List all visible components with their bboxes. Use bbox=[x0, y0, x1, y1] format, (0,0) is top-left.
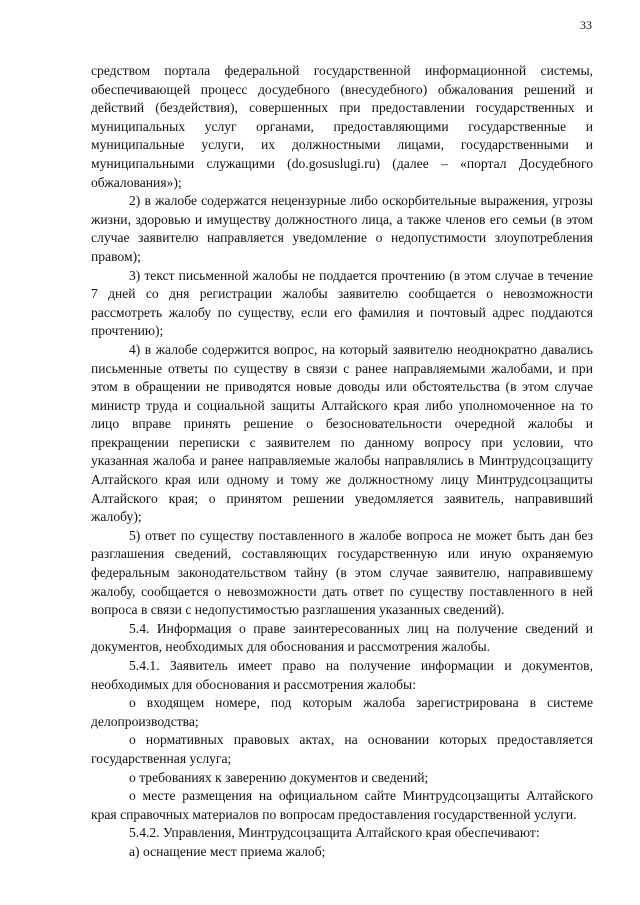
paragraph: о требованиях к заверению документов и сведений; bbox=[129, 769, 429, 785]
paragraph: 3) текст письменной жалобы не поддается прочтению (в этом случае в течение 7 дней со дня регистрации жалобы заявителю сообщается о невозможности рассмотреть жалобу по существу, если его фамилия и почтовый адрес поддаются прочтению); bbox=[91, 267, 593, 339]
paragraph: 5.4. Информация о праве заинтересованных лиц на получение сведений и документов, необходимых для обоснования и рассмотрения жалобы. bbox=[91, 620, 593, 655]
paragraph: о месте размещения на официальном сайте Минтрудсоцзащиты Алтайского края справочных материалов по вопросам предоставления государственной услуги. bbox=[91, 788, 593, 822]
paragraph: 5.4.1. Заявитель имеет право на получение информации и документов, необходимых для обоснования и рассмотрения жалобы: bbox=[91, 658, 593, 692]
paragraph: о нормативных правовых актах, на основании которых предоставляется государственная услуга; bbox=[91, 732, 593, 766]
paragraph: а) оснащение мест приема жалоб; bbox=[129, 843, 326, 859]
page-number: 33 bbox=[580, 18, 592, 32]
paragraph: о входящем номере, под которым жалоба зарегистрирована в системе делопроизводства; bbox=[91, 695, 593, 729]
document-body bbox=[91, 62, 593, 862]
paragraph: 5.4.2. Управления, Минтрудсоцзащита Алтайского края обеспечивают: bbox=[129, 825, 540, 841]
paragraph: 5) ответ по существу поставленного в жалобе вопроса не может быть дан без разглашения сведений, составляющих государственную или иную охраняемую федеральным законодательством тайну (в этом случае заявителю, направившему жалобу, сообщается о невозможности дать ответ по существу поставленного в ней вопроса в связи с недопустимостью разглашения указанных сведений). bbox=[91, 527, 593, 618]
paragraph: средством портала федеральной государственной информационной системы, обеспечивающей процесс досудебного (внесудебного) обжалования решений и действий (бездействия), совершенных при предоставлении государственных и муниципальных услуг органами, предоставляющими государственные и муниципальные услуги, их должностными лицами, государственными и муниципальными служащими (do.gosuslugi.ru) (далее – «портал Досудебного обжалования»); bbox=[91, 63, 593, 190]
paragraph: 4) в жалобе содержится вопрос, на который заявителю неоднократно давались письменные ответы по существу в связи с ранее направляемыми жалобами, и при этом в обращении не приводятся новые доводы или обстоятельства (в этом случае министр труда и социальной защиты Алтайского края либо уполномоченное на то лицо вправе принять решение о безосновательности очередной жалобы и прекращении переписки с заявителем по данному вопросу при условии, что указанная жалоба и ранее направляемые жалобы направлялись в Минтрудсоцзащиту Алтайского края или одному и тому же должностному лицу Минтрудсоцзащиты Алтайского края; о принятом решении уведомляется заявитель, направивший жалобу); bbox=[91, 341, 593, 525]
paragraph: 2) в жалобе содержатся нецензурные либо оскорбительные выражения, угрозы жизни, здоровью и имуществу должностного лица, а также членов его семьи (в этом случае заявителю направляется уведомление о недопустимости злоупотребления правом); bbox=[91, 193, 593, 264]
